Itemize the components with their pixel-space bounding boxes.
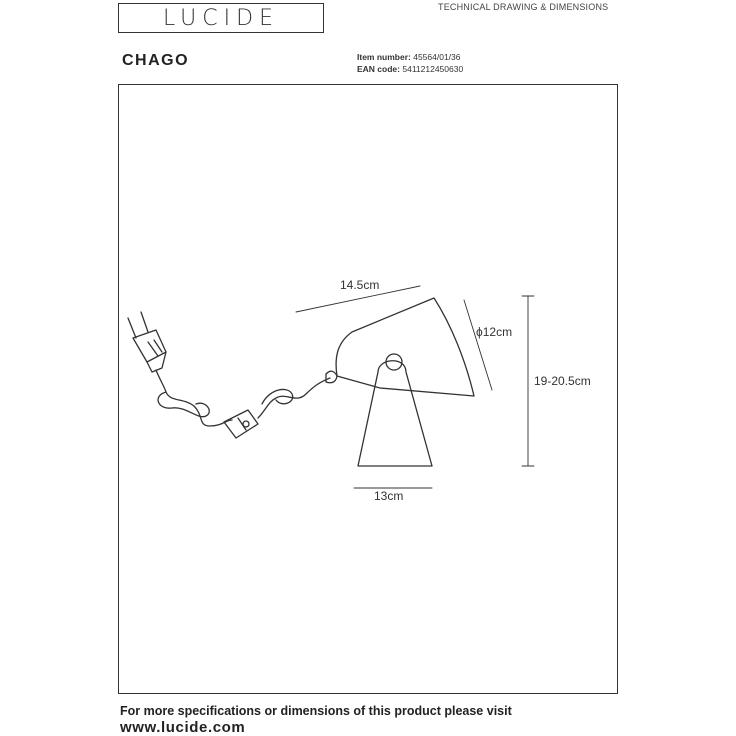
dim-line-shade-diameter: [464, 300, 492, 390]
item-number-value: 45564/01/36: [413, 52, 461, 62]
ean-code-label: EAN code:: [357, 64, 400, 74]
ean-code-value: 5411212450630: [402, 64, 464, 74]
item-number-label: Item number:: [357, 52, 411, 62]
website-link[interactable]: www.lucide.com: [120, 719, 246, 736]
inline-switch-icon: [224, 410, 258, 438]
power-cable-right: [258, 378, 330, 418]
header-note: TECHNICAL DRAWING & DIMENSIONS: [438, 2, 609, 12]
plug-icon: [128, 312, 166, 372]
power-cable: [156, 370, 232, 426]
cable-loop-left: [158, 392, 209, 417]
lamp-stand: [358, 361, 432, 466]
dim-shade-length: 14.5cm: [340, 278, 380, 292]
lamp-shade: [336, 298, 474, 396]
footer-text: For more specifications or dimensions of this product please visit: [120, 704, 512, 718]
dim-shade-diameter: ϕ12cm: [476, 325, 513, 339]
product-name: CHAGO: [122, 52, 190, 69]
logo-text: LUCIDE: [163, 5, 279, 31]
dim-base-width: 13cm: [374, 489, 404, 503]
dim-height: 19-20.5cm: [534, 374, 591, 388]
